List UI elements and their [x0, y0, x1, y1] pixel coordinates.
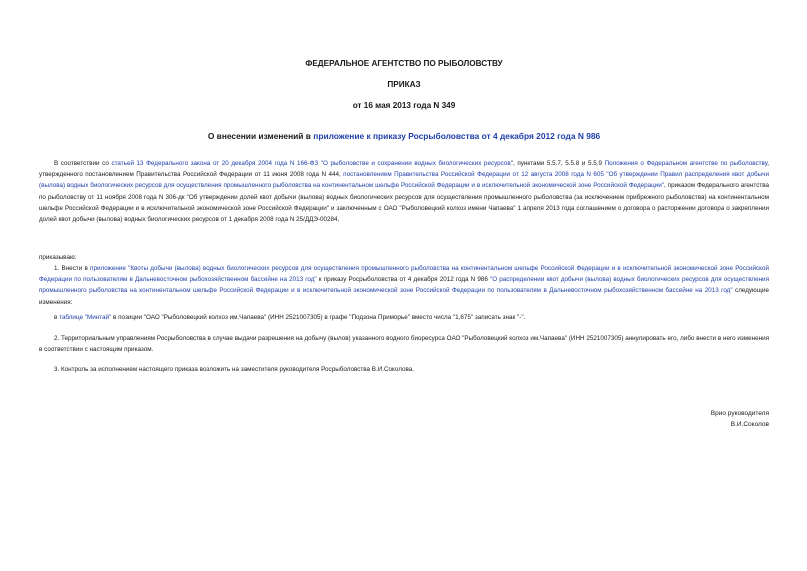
title-link[interactable]: приложение к приказу Росрыболовства от 4 декабря 2012 года N 986	[313, 131, 601, 141]
law-link[interactable]: статьей 13 Федерального закона от 20 декабря 2004 года N 166-ФЗ "О рыболовстве и сохранении водных биологических ресурсов"	[111, 160, 513, 167]
paragraph-item-3: 3. Контроль за исполнением настоящего приказа возложить на заместителя руководителя Росрыболовства В.И.Соколова.	[54, 366, 415, 373]
paragraph-preamble	[39, 158, 769, 225]
resolution-link[interactable]: постановлением Правительства Российской Федерации от 12 августа 2008 года N 605 "Об утверждении Правил распределения квот добычи (вылова) водных биологических ресурсов для осуществления промышленного рыболовства на континентальном шельфе Российской Федерации и в исключительной экономической зоне Российской Федерации"	[39, 171, 769, 190]
paragraph-change	[39, 312, 769, 323]
text-fragment: 1. Внести в	[54, 265, 91, 272]
text-fragment: в	[54, 314, 60, 321]
regulation-link[interactable]: Положения о Федеральном агентстве по рыболовству	[604, 160, 768, 167]
signature-role: Врио руководителя	[710, 410, 769, 417]
date-number: от 16 мая 2013 года N 349	[352, 101, 456, 110]
title-prefix: О внесении изменений в	[207, 131, 314, 141]
text-fragment: к приказу Росрыболовства от 4 декабря 2012 года N 986	[316, 276, 490, 284]
text-fragment: , утвержденного постановлением Правительства Российской Федерации от 11 июня 2008 года N 444,	[39, 160, 769, 179]
signature-name: В.И.Соколов	[730, 421, 769, 428]
document-title	[39, 131, 769, 141]
paragraph-item-2: 2. Территориальным управлениям Росрыболовства в случае выдачи разрешения на добычу (вылов) указанного водного биоресурса ОАО "Рыболовецкий колхоз им.Чапаева" (ИНН 2521007305) аннулировать его, либо внести в него изменения в соответствии с настоящим приказом.	[39, 335, 769, 354]
paragraph-order: приказываю:	[39, 254, 77, 261]
text-fragment: , приказом Федерального агентства по рыболовству от 11 ноября 2008 года N 306-дк "Об утверждении долей квот добычи (вылова) водных биологических ресурсов для осуществления промышленного рыболовства (за исключением прибрежного рыболовства) на континентальном шельфе Российской Федерации и в исключительной экономической зоне Российской Федерации" и заключенным с ОАО "Рыболовецкий колхоз имени Чапаева" 1 апреля 2013 года соглашением о договора о расторжении договора о закреплении долей квот добычи (вылова) водных биологических ресурсов от 1 декабря 2008 года N 25/ДДЭ-00284,	[39, 182, 770, 224]
doc-type-heading: ПРИКАЗ	[387, 80, 421, 89]
agency-heading: ФЕДЕРАЛЬНОЕ АГЕНТСТВО ПО РЫБОЛОВСТВУ	[305, 59, 503, 68]
order-link[interactable]: "О распределении квот добычи (вылова) водных биологических ресурсов для осуществления промышленного рыболовства на континентальном шельфе Российской Федерации и в исключительной экономической зоне Российской Федерации по пользователям в Дальневосточном рыбохозяйственном бассейне на 2013 год"	[39, 276, 769, 295]
appendix-link[interactable]: приложение "Квоты добычи (вылова) водных биологических ресурсов для осуществления промышленного рыболовства на континентальном шельфе Российской Федерации и в исключительной экономической зоне Российской Федерации по пользователям в Дальневосточном рыбохозяйственном бассейне на 2013 год"	[39, 265, 769, 284]
text-fragment: в позиции "ОАО "Рыболовецкий колхоз им.Чапаева" (ИНН 2521007305) в графе "Подзона Приморье" вместо числа "1,675" записать знак "-".	[111, 314, 526, 321]
text-fragment: В соответствии со	[54, 160, 112, 167]
text-fragment: следующие изменения:	[39, 287, 769, 306]
text-fragment: , пунктами 5.5.7, 5.5.8 и 5.5.9	[512, 160, 605, 167]
table-link[interactable]: таблице "Минтай"	[59, 314, 112, 321]
paragraph-item-1	[39, 263, 769, 308]
